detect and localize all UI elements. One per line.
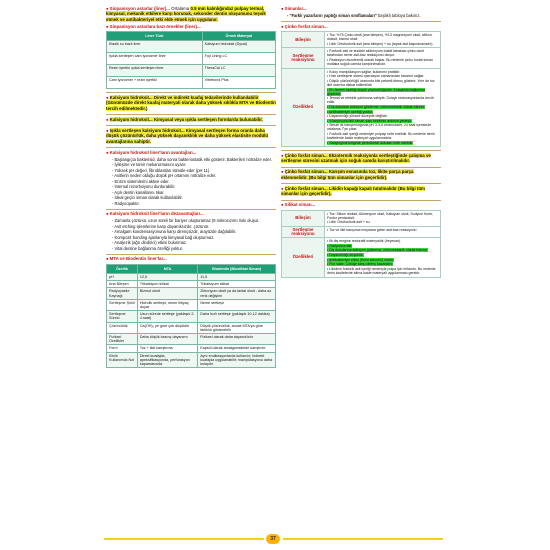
list-item: • Diş dokularına adezyon gösterme, mikromekanik olarak tutunur. bbox=[327, 248, 429, 253]
divider bbox=[106, 125, 276, 126]
table-row: Bileşim • Toz: %75 Çinko oksit (ana bileşen), %13 magnezyum oksit, silikon dioksit, bizmut oksit • Likit: Ortofosforik asit (ana bileşen) + su (tapak asit kaşındıranadır). bbox=[282, 32, 441, 48]
table-row: Işıkla sertleşen cam iyonomer liner Fuji Lining LC bbox=[107, 53, 276, 65]
zinc-note-2: ●Çinko fosfat siman... Karışım esnasında toz, likite parça parça eklenmelidir. (Bu bilgi tüm simanlar için geçerlidir). bbox=[281, 169, 414, 180]
right-column bbox=[281, 6, 441, 281]
list-item: - Açık dentin kanallarını tıkar. bbox=[112, 189, 165, 195]
list-item: - Asitlerin neden olduğu düşük pH ortamını nötralize eder. bbox=[112, 173, 217, 179]
divider bbox=[106, 92, 276, 93]
list-item: • Siman ilk karıştırıldığında pH 3-3,5 civarındadır. 24 saat içerisinde ortalama 7'ye çıkar. bbox=[327, 123, 432, 132]
list-item: • Düşük çözünürlüğü oranında bile petsetli direnç gösterir. Yine de toz likit oranına dikkat edilmelidir. bbox=[327, 78, 435, 88]
page-number: 37 bbox=[266, 534, 280, 544]
list-item: • Sabgingival bölgede periodontal dokuları irrite edebilir. bbox=[327, 140, 414, 145]
table-row: Klinik Kullanımda Not Direkt kuafajda, apeksifikasyonda, perforasyon kapamasında Aynı endikasyonlarda kullanılır; indirekt kuafajda uygulanabilir; manipülasyonu daha kolaydır bbox=[107, 352, 276, 368]
list-item: - İyileşme ve tamir mekanizmasını uyarır. bbox=[112, 162, 187, 168]
divider bbox=[281, 150, 441, 151]
list-item: - Başlangıçta bakterisid, daha sonra bakteriostatik etki gösterir. Bakterileri nötralize eder. bbox=[112, 156, 272, 162]
caoh-para-2: ●Kalsiyum hidroksit... Kimyasal veya ışıkla sertleşen formlarda bulunabilir. bbox=[106, 116, 263, 122]
bullet-icon: ● bbox=[106, 211, 109, 217]
list-item: • Toz: Silium dioksit, Alüminyum oksit, Kalsiyum oksit, Sodyum florür, Fosfor pentaoksit. bbox=[327, 211, 434, 220]
list-item: - İnternal rezorbsiyonu durdurabilir. bbox=[112, 184, 176, 190]
list-item: • Fosforik asit ve tezdeki alüminyum fosfat tabakası çinko oksit tarafından neme asit-baz reaksiyonu oluşur. bbox=[327, 49, 424, 58]
list-item: - Asit etching işlemlerine karşı dayanıksızdır, çözünür. bbox=[112, 223, 210, 229]
table-row: Sertleşme Süresi Uzun sürede sertleşir (yaklaşık 2-4 saat) Daha hızlı sertleşir (yaklaşık 10-12 dakika) bbox=[107, 311, 276, 322]
divider bbox=[106, 209, 276, 210]
advantages-heading: ●Kalsiyum hidroksit liner'ların avantajları... bbox=[106, 149, 197, 155]
list-item: - Vital dentine bağlanma özelliği yoktur. bbox=[112, 245, 183, 251]
footer-bar-left bbox=[104, 538, 264, 540]
caoh-para-3: ●Işıkla sertleşen kalsiyum hidroksit... Kimyasal sertleşen forma oranla daha düşük çözünürlük, daha yüksek dayanıklılık ve daha yüksek elastisite modülü avantajlarına sahiptir. bbox=[106, 127, 269, 144]
list-item: • Termal ve elektrik yalıtımına sahiptir. Dolaylı restorasyonlarda tercih edilir. bbox=[327, 96, 434, 105]
bullet-icon: ● bbox=[281, 185, 284, 191]
list-item: • Toz: %75 Çinko oksit (ana bileşen), %13 magnezyum oksit, silikon dioksit, bizmut oksit bbox=[327, 33, 432, 42]
list-item: • Likit: Ortofosforik asit + su bbox=[327, 220, 370, 225]
list-item: - Enzim sistemlerini aktive eder. bbox=[112, 178, 170, 184]
list-item: • Fosforik asit içeriği nedeniyle pulpayı irrite edebilir. Bu nedenle derin kavitelerde kaide materyal uygulanmalıdır. bbox=[327, 132, 435, 141]
bullet-icon: ● bbox=[281, 169, 284, 175]
list-item: • İlk diş rengine restoratif materyaldir (heyecan). bbox=[327, 239, 402, 244]
list-item: • Toz ve likit karışınca meydana gelen asit-baz reaksiyonu bbox=[327, 227, 417, 232]
liner-table: Liner Türü Örnek Materyal Klasik su bazlı liner Kalsiyum hidroksit (Dycal) Işıkla sertleşen cam iyonomer liner Fuji Lining LC Rezin işertiki ışıkla sertleşen liner TheraCal LC Cam iyonomer + rezin işertiki Vitrebond Plus bbox=[106, 31, 276, 89]
zinc-phosphate-table bbox=[281, 31, 441, 147]
bullet-icon: ● bbox=[106, 127, 109, 133]
divider bbox=[281, 167, 441, 168]
table-row: Ana Bileşen Trikalsiyum silikat Trikalsiyum silikat bbox=[107, 281, 276, 288]
bullet-icon: ● bbox=[281, 23, 284, 29]
bullet-icon: ● bbox=[281, 6, 284, 11]
list-item: - Amalgam kondensasyonuna karşı dirençsizdir, arayüzde dağılabilir. bbox=[112, 229, 237, 235]
table-row: Sertleşme reaksiyonu • Fosforik asit ve tezdeki alüminyum fosfat tabakası çinko oksit tarafından neme asit-baz reaksiyonu oluşur. • Reaksiyon ekzotermik olarak başlar. Bu nedenle çinko fosfat siman mutlaka soğuk camda karıştırılmalıdır. bbox=[282, 48, 441, 68]
list-item: • Koloy manipülasyon sağlar, kullanımı pratiktir. bbox=[327, 69, 401, 74]
list-item: • En önemli özelliği düşük çözünürlüğüdür. Kolaylıkla bağlanma güçlüdür. bbox=[327, 87, 425, 96]
zinc-note-1: ●Çinko fosfat siman... Ekzotermik reaksiyonla sertleştiğinde çalışma ve sertleşme süresini uzatmak için soğuk camda karıştırılmalıdır. bbox=[281, 152, 431, 164]
list-item: • Likidinin fosforik asit içeriği nedeniyle pulpa için irritandır. Bu nedenle derin kavitelerde altına kaide materyali uygulanması gerekir. bbox=[327, 266, 436, 275]
disadvantages-heading: ●Kalsiyum hidroksit liner'ların dezavantajları... bbox=[106, 211, 204, 217]
cements-heading: ●Simanlar... bbox=[281, 6, 307, 11]
left-column bbox=[106, 6, 276, 371]
list-item: • Dayanıklılığı yüksek düzeyde değildir. bbox=[327, 114, 388, 119]
footer-bar-right bbox=[283, 538, 443, 540]
table-row: Radyopasite Kaynağı Bizmut oksit Zirkonyum oksit ya da tantal oksit - daha az renk değişimi bbox=[107, 288, 276, 299]
zinc-note-3: ●Çinko fosfat siman... Likidin kapağı kapalı tutulmalıdır (Bu bilgi tüm simanlar için geçerlidir). bbox=[281, 185, 425, 197]
list-item: • Hızlı sertleşme süresi operasyon zamanından tasarruf sağlar. bbox=[327, 74, 425, 79]
bullet-icon: ● bbox=[106, 23, 109, 29]
bullet-icon: ● bbox=[106, 149, 109, 155]
table-row: Sertleşme Şekli Hidrolik sertleşir, neme ihtiyaç duyar Neme sertleşir bbox=[107, 299, 276, 310]
table-row: Rezin işertiki ışıkla sertleşen liner TheraCal LC bbox=[107, 65, 276, 77]
silicate-table bbox=[281, 210, 441, 278]
bullet-icon: ● bbox=[106, 116, 109, 122]
mta-biodentin-table: Özellik MTA Biodentin (Biosilikat Siman) pH 12,5 11,5 Ana Bileşen Trikalsiyum silikat Trikalsiyum silikat Radyopasite Kaynağı Bizmut oksit Zirkonyum oksit ya da tantal oksit - daha az renk değişimi Sertleşme Şekli Hidrolik sertleşir, neme ihtiyaç duyar Neme sertleşir Sertleşme Süresi Uzun sürede sertleşir (yaklaşık 2-4 saat) Daha hızlı sertleşir (yaklaşık 10-12 dakika) Çözünürlük Ca(OH)₂ ye göre çok düşüktür Düşük çözünürlük, ancak MTA'ya göre farklılık gösterebilir Fiziksel Özellikler Daha düşük basınç dayanımı Fiziksel olarak daha dayanıklıdır Form Toz + likit karıştırma Kapsül olarak amalgamatörde karıştırılır Klinik Kullanımda Not Direkt kuafajda, apeksifikasyonda, perforasyon kapamasında Aynı endikasyonlarda kullanılır; indirekt kuafajda uygulanabilir; manipülasyonu daha kolaydır bbox=[106, 264, 276, 368]
bullet-icon: ● bbox=[106, 95, 109, 101]
zinc-phosphate-heading: ●Çinko fosfat siman... bbox=[281, 23, 328, 29]
table-row: Cam iyonomer + rezin işertiki Vitrebond Plus bbox=[107, 77, 276, 89]
silicate-heading: ●Silikat siman... bbox=[281, 202, 316, 208]
cements-note: - "Farklı yazarların yaptığı siman sınıflamaları" başlıklı tabloya bakınız. bbox=[287, 13, 421, 18]
list-item: - Kompozit bonding ajanlarıyla kimyasal bağ oluşturmaz. bbox=[112, 234, 215, 240]
list-item: - Analjezik (ağrı dindirici) etkisi bulunmaz. bbox=[112, 240, 188, 246]
list-item: • Likit: Ortofosforik asit (ana bileşen) + su (tapak asit kaşındıranadır). bbox=[327, 41, 434, 46]
list-item: - Yüksek pH değeri, fibroblastları stimüle eder (pH 11). bbox=[112, 167, 211, 173]
list-item: • Antibakteriyel etkisi (florid salınımı) vardır. bbox=[327, 257, 394, 262]
list-item: • Antibakteriyel özelliği yoktur. bbox=[327, 109, 373, 114]
divider bbox=[106, 147, 276, 148]
divider bbox=[106, 114, 276, 115]
divider bbox=[281, 200, 441, 201]
bullet-icon: ● bbox=[281, 152, 284, 158]
divider bbox=[281, 21, 441, 22]
table-row: Bileşim • Toz: Silium dioksit, Alüminyum oksit, Kalsiyum oksit, Sodyum florür, Fosfor pentaoksit. • Likit: Ortofosforik asit + su bbox=[282, 210, 441, 226]
table-row: Özellikleri • İlk diş rengine restoratif materyaldir (heyecan). • Radyolüsenttir. • Diş dokularına adezyon gösterme, mikromekanik olarak tutunur. • Dayanıklılığı düşüktür. • Antibakteriyel etkisi (florid salınımı) vardır. • Flor salar. Çürüğe karşı direnç kazandırır. • Likidinin fosforik asit içeriği nedeniyle pulpa için irritandır. Bu nedenle derin kavitelerde altına kaide materyali uygulanması gerekir. bbox=[282, 238, 441, 277]
caoh-para-1: ●Kalsiyum hidroksit... Direkt ve indirekt kuafaj tedavilerinde kullanılabilir (Günümüzde direkt kuafaj materyali olarak daha yüksek sıklıkla MTA ve Biodentin tercih edilmektedir.) bbox=[106, 95, 276, 111]
list-item: - Radyoopaktır. bbox=[112, 200, 140, 206]
table-row: Çözünürlük Ca(OH)₂ ye göre çok düşüktür Düşük çözünürlük, ancak MTA'ya göre farklılık gösterebilir bbox=[107, 322, 276, 333]
list-item: • Radyolüsenttir. bbox=[327, 243, 353, 248]
bullet-icon: ● bbox=[106, 256, 109, 262]
list-item: • Reaksiyon ekzotermik olarak başlar. Bu nedenle çinko fosfat siman mutlaka soğuk camda karıştırılmalıdır. bbox=[327, 58, 433, 67]
list-item: • Yüzeyin pürüzlü siman yapı birbirinin ardınca yerleşir. bbox=[327, 118, 412, 123]
list-item: • Dayanıklılığı düşüktür. bbox=[327, 253, 364, 258]
list-item: - İdeal geçici siman olarak kullanılabilir. bbox=[112, 195, 183, 201]
table-row: Klasik su bazlı liner Kalsiyum hidroksit (Dycal) bbox=[107, 41, 276, 53]
table-row: Sertleşme reaksiyonu • Toz ve likit karışınca meydana gelen asit-baz reaksiyonu bbox=[282, 226, 441, 237]
bullet-icon: ● bbox=[106, 6, 109, 11]
table-row: pH 12,5 11,5 bbox=[107, 273, 276, 280]
divider bbox=[281, 183, 441, 184]
bullet-icon: ● bbox=[281, 202, 284, 208]
mta-heading: ●MTA ve Biodentin liner'lar... bbox=[106, 256, 167, 262]
table-row: Form Toz + likit karıştırma Kapsül olarak amalgamatörde karıştırılır bbox=[107, 345, 276, 352]
liner-intro: ●Sinpanisyon astarlar (liner)... Ortalama 0.5 mm kalınlığındaz pulpay termal, kimyasal, mekanik etkilere karşı korunak, sekonder dentin oluşumunu teşvik etmek ve antibakteriyel etki elde etmek için uygulanır. bbox=[106, 6, 266, 22]
list-item: - Zamanla çözünür, uzun süreli bir bariyer oluşturamaz (8 mikrosızıntı riski oluşur. bbox=[112, 218, 260, 224]
list-item: • Flor salar. Çürüğe karşı direnç kazandırır. bbox=[327, 262, 394, 267]
liner-examples-heading: ●Sinpanisyon astarlara bazı örnekler (liner)... bbox=[106, 23, 201, 29]
table-row: Fiziksel Özellikler Daha düşük basınç dayanımı Fiziksel olarak daha dayanıklıdır bbox=[107, 333, 276, 344]
table-row: Özellikleri • Koloy manipülasyon sağlar, kullanımı pratiktir. • Hızlı sertleşme süresi operasyon zamanından tasarruf sağlar. • Düşük çözünürlüğü oranında bile petsetli direnç gösterir. Yine de toz likit oranına dikkat edilmelidir. • En önemli özelliği düşük çözünürlüğüdür. Kolaylıkla bağlanma güçlüdür. • Termal ve elektrik yalıtımına sahiptir. Dolaylı restorasyonlarda tercih edilir. • Dış dokulara adezyon gösterme, mikromekanik olarak tutunur. • Antibakteriyel özelliği yoktur. • Dayanıklılığı yüksek düzeyde değildir. • Yüzeyin pürüzlü siman yapı birbirinin ardınca yerleşir. • Siman ilk karıştırıldığında pH 3-3,5 civarındadır. 24 saat içerisinde ortalama 7'ye çıkar. • Fosforik asit içeriği nedeniyle pulpayı irrite edebilir. Bu nedenle derin kavitelerde kaide materyal uygulanmalıdır. • Sabgingival bölgede periodontal dokuları irrite edebilir. bbox=[282, 68, 441, 147]
list-item: • Dış dokulara adezyon gösterme, mikromekanik olarak tutunur. bbox=[327, 105, 426, 109]
divider bbox=[106, 254, 276, 255]
